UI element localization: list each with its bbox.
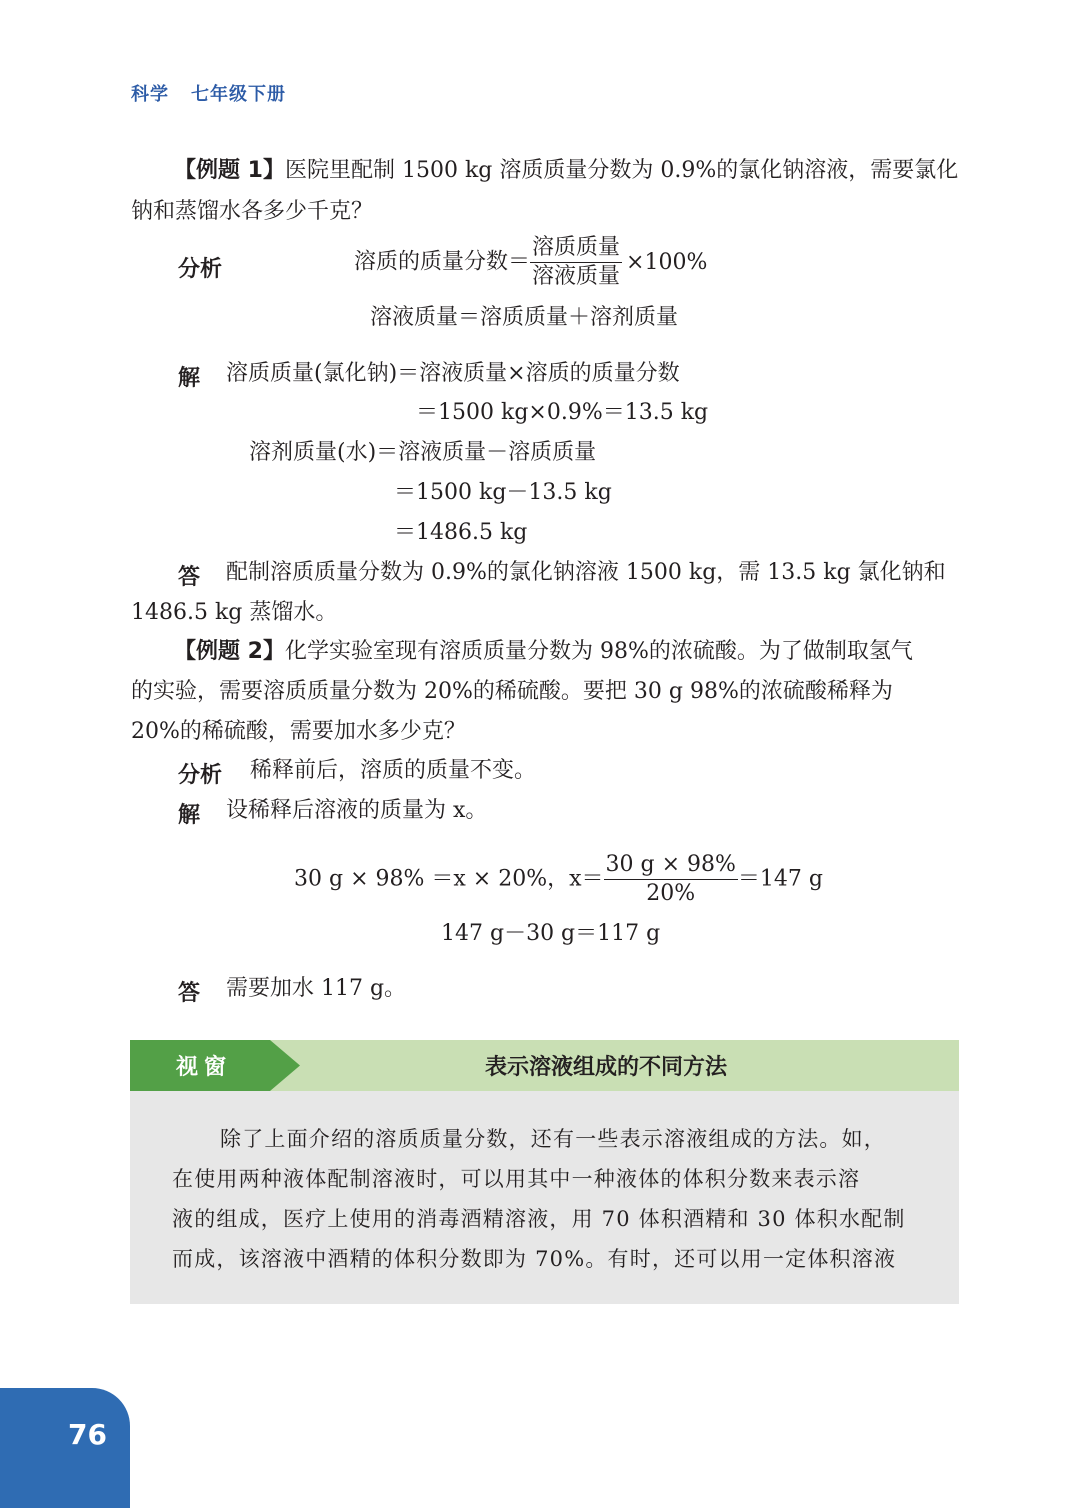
example2-analysis-text: 稀释前后，溶质的质量不变。 xyxy=(250,758,537,783)
example2-label: 【例题 2】 xyxy=(174,639,285,664)
example1-solution-line2: ＝1500 kg×0.9%＝13.5 kg xyxy=(416,400,709,425)
example1-solution-line4: ＝1500 kg－13.5 kg xyxy=(394,480,612,505)
eq1-tail: ＝147 g xyxy=(737,866,823,892)
window-box-header xyxy=(130,1040,959,1091)
example2-question-line1 xyxy=(174,632,913,672)
eq1-denominator: 20% xyxy=(646,881,696,906)
eq1-numerator: 30 g × 98% xyxy=(604,851,738,880)
window-tab-label: 视窗 xyxy=(176,1055,233,1080)
example2-equation1 xyxy=(294,851,823,908)
example1-analysis-label: 分析 xyxy=(178,257,223,282)
example1-solution-line5: ＝1486.5 kg xyxy=(394,520,528,545)
example2-question-line2: 的实验，需要溶质质量分数为 20%的稀硫酸。要把 30 g 98%的浓硫酸稀释为 xyxy=(131,679,893,704)
running-header xyxy=(131,80,286,106)
example2-solution-intro: 设稀释后溶液的质量为 x。 xyxy=(226,798,488,823)
example1-solution-line1: 溶质质量(氯化钠)＝溶液质量×溶质的质量分数 xyxy=(226,361,680,386)
example2-answer-label: 答 xyxy=(178,981,201,1006)
window-title: 表示溶液组成的不同方法 xyxy=(485,1055,728,1080)
formula1-denominator: 溶液质量 xyxy=(532,264,621,289)
example1-question-line1 xyxy=(174,151,958,191)
formula1-lhs: 溶质的质量分数＝ xyxy=(354,249,531,275)
header-grade: 七年级下册 xyxy=(191,84,286,105)
example1-formula1 xyxy=(354,234,707,291)
example1-question-text1: 医院里配制 1500 kg 溶质质量分数为 0.9%的氯化钠溶液，需要氯化 xyxy=(284,158,959,183)
formula1-tail: ×100% xyxy=(626,249,708,275)
window-box-body xyxy=(130,1091,959,1304)
example1-formula2: 溶液质量＝溶质质量＋溶剂质量 xyxy=(370,305,679,330)
window-text-line4: 而成，该溶液中酒精的体积分数即为 70%。有时，还可以用一定体积溶液 xyxy=(172,1247,897,1271)
page-number-tab xyxy=(0,1388,130,1508)
example1-label: 【例题 1】 xyxy=(174,158,285,183)
example2-question-line3: 20%的稀硫酸，需要加水多少克？ xyxy=(131,719,466,744)
example2-equation2: 147 g－30 g＝117 g xyxy=(441,921,661,946)
example2-question-text1: 化学实验室现有溶质质量分数为 98%的浓硫酸。为了做制取氢气 xyxy=(284,639,913,664)
example1-solution-line3: 溶剂质量(水)＝溶液质量－溶质质量 xyxy=(249,440,597,465)
example2-answer-text: 需要加水 117 g。 xyxy=(226,976,407,1001)
example2-solution-label: 解 xyxy=(178,803,201,828)
header-subject: 科学 xyxy=(131,84,169,105)
example1-answer-line2: 1486.5 kg 蒸馏水。 xyxy=(131,600,338,625)
page-number: 76 xyxy=(68,1418,107,1451)
example1-question-line2: 钠和蒸馏水各多少千克？ xyxy=(131,199,374,224)
example1-answer-label: 答 xyxy=(178,565,201,590)
eq1-fraction xyxy=(604,851,738,908)
example1-solution-label: 解 xyxy=(178,366,201,391)
example1-answer-line1: 配制溶质质量分数为 0.9%的氯化钠溶液 1500 kg，需 13.5 kg 氯化钠和 xyxy=(226,560,946,585)
formula1-fraction xyxy=(530,234,622,291)
window-text-line3: 液的组成，医疗上使用的消毒酒精溶液，用 70 体积酒精和 30 体积水配制 xyxy=(172,1207,906,1231)
window-text-line2: 在使用两种液体配制溶液时，可以用其中一种液体的体积分数来表示溶 xyxy=(172,1167,861,1191)
formula1-numerator: 溶质质量 xyxy=(530,234,622,263)
example2-analysis-label: 分析 xyxy=(178,763,223,788)
window-text-line1: 除了上面介绍的溶质质量分数，还有一些表示溶液组成的方法。如， xyxy=(220,1127,886,1151)
eq1-lhs: 30 g × 98% ＝x × 20%，x＝ xyxy=(294,866,604,892)
